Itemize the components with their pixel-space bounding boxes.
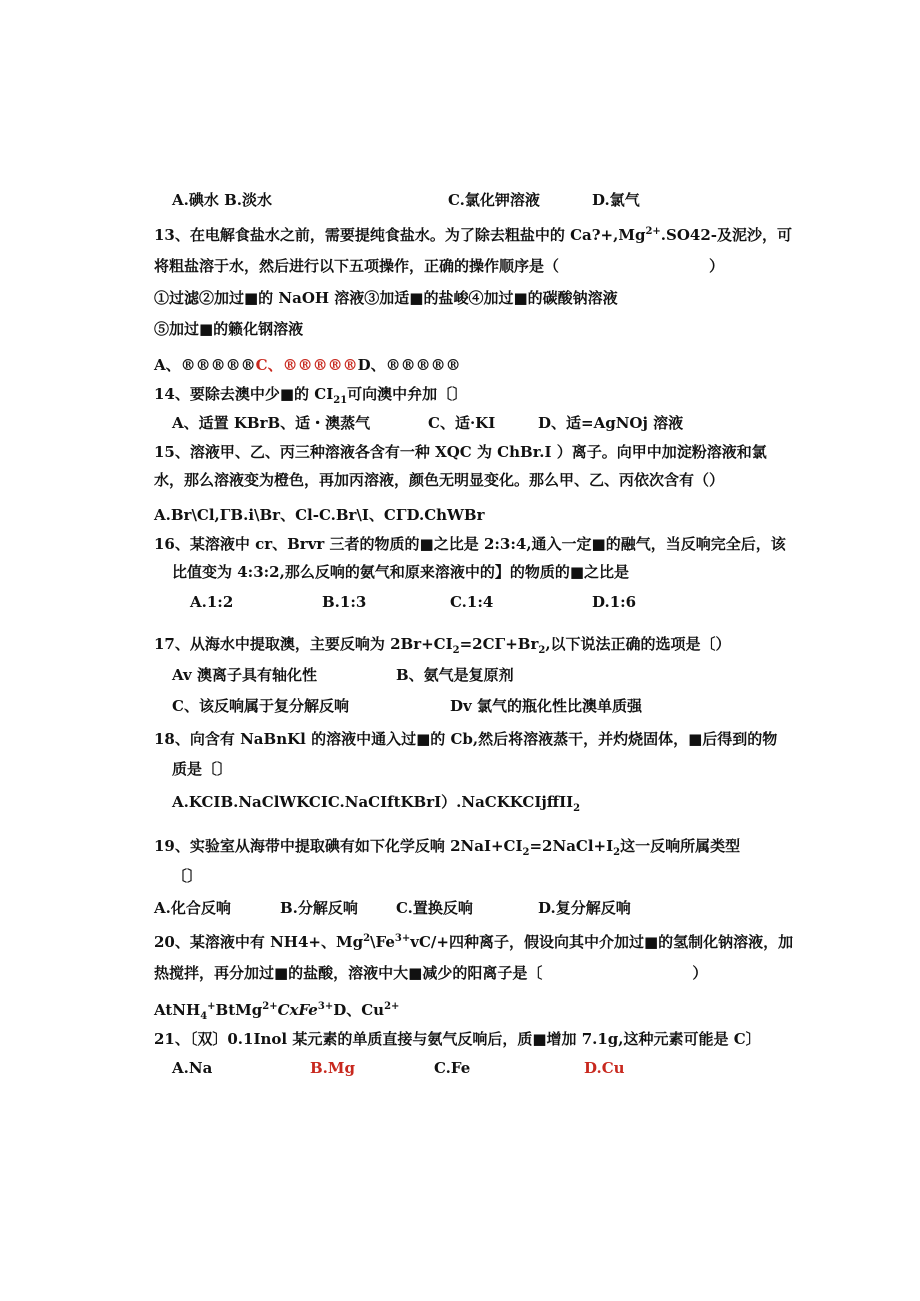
q18-line-1: 18、向含有 NaBnKl 的溶液中通入过■的 Cb,然后将溶液蒸干，并灼烧固体，■后得到的物 — [154, 730, 778, 748]
q17-line-1 — [154, 634, 731, 654]
q13-line-1 — [154, 225, 792, 245]
q20-l1-sup2: 3+ — [394, 933, 411, 944]
q19-option-c: C.置换反响 — [396, 899, 473, 917]
q18-opts-sub: 2 — [573, 803, 581, 814]
q20-ans-b: BtMg — [215, 1001, 263, 1019]
q16-line-2: 比值变为 4:3:2,那么反响的氨气和原来溶液中的】的物质的■之比是 — [172, 563, 630, 581]
q20-ans-sub: 4 — [200, 1011, 208, 1022]
q19-l1a: 19、实验室从海带中提取碘有如下化学反响 2NaI+CI — [154, 837, 523, 855]
q19-l1-sub: 2 — [522, 847, 530, 858]
q16-option-d: D.1:6 — [592, 593, 637, 611]
q19-line-2: 〔〕 — [172, 867, 203, 885]
q17-l1c: ,以下说法正确的选项是〔） — [545, 635, 731, 653]
q20-ans-sup3: 3+ — [317, 1001, 334, 1012]
q19-option-d: D.复分解反响 — [538, 899, 631, 917]
q19-l1-sub2: 2 — [613, 847, 621, 858]
q21-line-1: 21、〔双〕0.1Inol 某元素的单质直接与氨气反响后，质■增加 7.1g,这种元素可能是 C〕 — [154, 1030, 761, 1048]
q13-ans-c: C、®®®®® — [255, 356, 358, 374]
q20-l1-sup: 2 — [363, 933, 371, 944]
q16-option-c: C.1:4 — [450, 593, 494, 611]
q14-l1b: 可向澳中弁加〔〕 — [347, 385, 468, 403]
q14-option-c: C、适·KI — [428, 414, 496, 432]
q20-ans-sup2: 2+ — [262, 1001, 278, 1012]
q18-opts: A.KCIB.NaClWKCIC.NaCIftKBrI）.NaCKKCIjffII — [172, 793, 574, 811]
q20-line-2 — [154, 963, 707, 983]
q20-answers — [154, 1000, 399, 1020]
q13-answers — [154, 355, 461, 375]
q18-line-2: 质是〔〕 — [172, 760, 233, 778]
q14-option-ab: A、适置 KBrB、适・澳蒸气 — [172, 414, 371, 432]
q19-l1b: =2NaCl+I — [529, 837, 614, 855]
q21-option-b: B.Mg — [310, 1059, 355, 1077]
q14-l1a: 14、要除去澳中少■的 CI — [154, 385, 334, 403]
q20-ans-a: AtNH — [154, 1001, 201, 1019]
q13-l1a: 13、在电解食盐水之前，需要提纯食盐水。为了除去粗盐中的 Ca?+,Mg — [154, 226, 646, 244]
q14-line-1 — [154, 384, 467, 404]
q13-l2: 将粗盐溶于水，然后进行以下五项操作，正确的操作顺序是（ — [154, 257, 560, 275]
q13-l1-sup: 2+ — [645, 226, 661, 237]
q20-line-1 — [154, 932, 793, 952]
q16-option-a: A.1:2 — [190, 593, 234, 611]
q13-l2-end: ） — [709, 257, 725, 275]
q20-l1a: 20、某溶液中有 NH4+、Mg — [154, 933, 364, 951]
q12-option-ab: A.碘水 B.淡水 — [172, 191, 272, 209]
q17-l1-sub: 2 — [452, 645, 460, 656]
q20-ans-sup4: 2+ — [384, 1001, 400, 1012]
q19-option-a: A.化合反响 — [154, 899, 231, 917]
q15-options: A.Br\Cl,ΓB.i\Br、Cl-C.Br\I、CΓD.ChWBr — [154, 506, 485, 524]
q13-ans-a: A、®®®®® — [154, 356, 256, 374]
q17-l1b: =2CΓ+Br — [459, 635, 539, 653]
q15-line-1: 15、溶液甲、乙、丙三种溶液各含有一种 XQC 为 ChBr.I ）离子。向甲中加淀粉溶液和氯 — [154, 443, 767, 461]
q21-option-a: A.Na — [172, 1059, 213, 1077]
q19-option-b: B.分解反响 — [280, 899, 358, 917]
q19-l1c: 这一反响所属类型 — [620, 837, 741, 855]
q14-option-d: D、适=AgNOj 溶液 — [538, 414, 684, 432]
q12-option-d: D.氯气 — [592, 191, 640, 209]
q20-l1c: vC/+四种离子，假设向其中介加过■的氢制化钠溶液，加 — [410, 933, 794, 951]
q17-l1: 17、从海水中提取澳，主要反响为 2Br+CI — [154, 635, 453, 653]
q13-l1b: .SO42-及泥沙，可 — [660, 226, 793, 244]
q16-option-b: B.1:3 — [322, 593, 367, 611]
q17-option-b: B、氨气是复原剂 — [396, 666, 514, 684]
q20-ans-c: CxFe — [277, 1001, 318, 1019]
q18-options — [172, 792, 580, 812]
q19-line-1 — [154, 836, 740, 856]
q13-line-3: ①过滤②加过■的 NaOH 溶液③加适■的盐峻④加过■的碳酸钠溶液 — [154, 289, 618, 307]
q13-ans-d: D、®®®®® — [357, 356, 461, 374]
q13-line-2 — [154, 256, 724, 276]
q15-line-2: 水，那么溶液变为橙色，再加丙溶液，颜色无明显变化。那么甲、乙、丙依次含有（） — [154, 471, 725, 489]
q17-option-d: Dv 氯气的瓶化性比澳单质强 — [450, 697, 642, 715]
q20-ans-sup1: + — [207, 1001, 216, 1012]
q17-option-a: Av 澳离子具有轴化性 — [172, 666, 317, 684]
q21-option-d: D.Cu — [584, 1059, 625, 1077]
q21-option-c: C.Fe — [434, 1059, 471, 1077]
q17-option-c: C、该反响属于复分解反响 — [172, 697, 349, 715]
q16-line-1: 16、某溶液中 cr、Brvr 三者的物质的■之比是 2:3:4,通入一定■的融气，当反响完全后，该 — [154, 535, 786, 553]
q13-line-4: ⑤加过■的籁化钢溶液 — [154, 320, 304, 338]
q12-option-c: C.氯化钾溶液 — [448, 191, 540, 209]
q20-l1b: \Fe — [370, 933, 395, 951]
q14-l1-sub: 21 — [333, 395, 348, 406]
q17-l1-sub2: 2 — [538, 645, 546, 656]
q20-l2-end: ） — [692, 964, 708, 982]
q20-l2: 热搅拌，再分加过■的盐酸，溶液中大■减少的阳离子是〔 — [154, 964, 543, 982]
q20-ans-d: D、Cu — [333, 1001, 385, 1019]
